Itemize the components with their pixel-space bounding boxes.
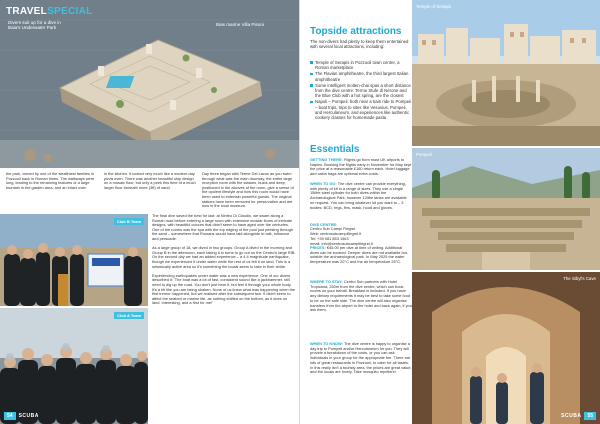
- page-number-right: 55: [584, 412, 596, 420]
- essentials-head: WHEN TO KNOW:: [310, 341, 343, 346]
- essentials-title: Essentials: [310, 144, 360, 155]
- topside-title: Topside attractions: [310, 26, 402, 37]
- essentials-head: WHERE TO STAY:: [310, 279, 343, 284]
- topside-item: The Flavian amphitheatre, the third largest Italian amphitheatre: [310, 71, 412, 81]
- right-page-text-column: [302, 0, 412, 424]
- folio-right: [561, 412, 596, 420]
- hero-caption-right: Bias marine Villa Pisoni: [216, 22, 264, 27]
- topside-item: Some intelligent molten-chai spas a short distance from the dive centre: Terme Stufe di Nerone and the Blue Club with a hot spring, are the closest: [310, 83, 412, 99]
- essentials-text: Flights go from most UK airports to Naples. Booking the flights early in November for May kept the price at a reasonable £160 return each. Hotel luggage and cabin bags are optional extra costs.: [310, 157, 412, 177]
- essentials-prices: [310, 246, 412, 265]
- topside-item: Temple of Serapis in Pozzuoli town centre, a Roman marketplace: [310, 60, 412, 70]
- group-photo-b-team: [0, 214, 148, 306]
- image-sibyls-cave: [412, 272, 600, 424]
- group-b-illustration: [0, 214, 148, 306]
- caption-sibyls-cave: The Sibyl's Cave: [563, 276, 596, 281]
- essentials-head: PRICES:: [310, 245, 326, 250]
- page-number-left: 54: [4, 412, 16, 420]
- hero-caption-left: Divers suit up for a dive in Baia's Underwater Park: [8, 20, 61, 31]
- temple-illustration: [412, 0, 600, 146]
- right-page-image-column: [412, 0, 600, 424]
- essentials-text: The dive centre is happy to organise a day trip to Pompeii and/or Herculaneum for you. They will provide a breakdown of the costs, or you can ask individuals in your group for the appropriate fee. There are lots of great restaurants in Pozzuoli, to cater for all tastes. In this really isn't a touristy area, the prices are great value, and the locals are lovely. Take mosquito repellent!: [310, 341, 412, 375]
- section-label-travel: TRAVEL: [6, 6, 48, 17]
- body-column-1: the park, owned by one of the wealthiest families in Pozzuoli back in Roman times. The walkways were long, leading to the remaining features of a large fountain in the garden area, and an intact oven: [6, 171, 95, 190]
- essentials-when-to-go: [310, 182, 412, 210]
- essentials-text: Centro Sub Campi Flegrei Web: centrosubcampiflegrei.it Tel: +39 081 853 1563 email: info@centrosubcampiflegrei.it: [310, 226, 373, 246]
- essentials-head: GETTING THERE:: [310, 157, 343, 162]
- body-column-2: in the kitchen. It looked very much like a modern-day pizza oven. There was another beautiful ship design on a mosaic floor, but only a peek this time of a much larger floor beneath more (3ft) of sand.: [104, 171, 196, 190]
- publication-name-left: SCUBA: [18, 413, 39, 419]
- topside-list: [310, 60, 412, 121]
- essentials-text: €45.00 per dive at time of writing. Additional dives can be booked. Deeper dives are not available but, outside the archaeological park. In May 2025 the water temperature was 20°C and the air temperature 25°C.: [310, 245, 408, 265]
- cave-illustration: [412, 272, 600, 424]
- photo-tag-b-team: Club B Team: [114, 218, 144, 225]
- essentials-dive-centre: [310, 218, 412, 246]
- essentials-text: The dive centre can provide everything, with plenty of kit in a range of sizes. They use a single 15litre steel cylinder for both dives within the Archaeological Park, however 12litre tanks are available on request. You can bring whatever kit you want to – 3 bodies: BCD, regs, fins, mask, hood and gloves.: [310, 181, 407, 210]
- body-column-right: The final dive saved the best for last: at Ninfeo Di Claudio, we swam along a Roman road before entering a large room with extensive mosaic floors of intricate designs, with beautiful colours that didn't seem to have aged over the centuries. One of the rooms was the spa with the top edging of the pool just peeking through the sand – somewhere that Romans would have laid alongside to talk, influence and persuade. As a large group of 18, we dived in two groups. Group A dived in the morning and Group B in the afternoon, each taking it in turns to go out on the Centro's large RIB. On the second day we had an added experience – a 4.4 magnitude earthquake, though we experienced it under water while the rest of us felt it on land. This is a seismically active area so it's something the locals seem to take in their stride. Experiencing earthquakes under water was a new experience. One of our divers described it: 'The boat was a lot of fast, consistent sound like a jackhammer, still need to dig up the road. You don't just hear it, but feel it through your whole body. It's a bit like you are being shaken. None of us knew what was happening when the first tremor happened, but we realised after the subsequent two. It didn't seem to affect the seabed or marine life, as nothing shifted on the bottom, as it does on land. Interesting, and a first for me!': [152, 213, 296, 306]
- image-pompeii: [412, 148, 600, 270]
- body-column-3: Day three began with Terme Del Lacus as you swim through what was the main doorway, the entire large reception room with the statues, busts and deep, positioned in the alcoves of the room, give a sense of the opulent lifestyle and how this room would have been used to entertain powerful guests. The original statues have been removed for preservation and are now in the local museum.: [202, 171, 294, 209]
- body-columns-top: [6, 172, 296, 212]
- caption-temple-of-serapis: Temple of Serapis: [416, 4, 452, 9]
- topside-intro: The non-divers had plenty to keep them entertained with several local attractions, including:: [310, 39, 409, 50]
- group-a-illustration: [0, 308, 148, 424]
- topside-item: Napoli – Pompeii: both near a train ride to Pompeii – boat trips, trips to sites like Vesuvius, Pompeii, and Herculaneum, and experiences like authentic cookery classes for homemade pasta: [310, 99, 412, 120]
- publication-name-right: SCUBA: [561, 413, 582, 419]
- essentials-getting-there: [310, 158, 412, 177]
- folio-left: [4, 412, 39, 420]
- essentials-where-to-stay: [310, 280, 412, 313]
- section-label: [6, 6, 93, 17]
- pompeii-illustration: [412, 148, 600, 270]
- image-temple-of-serapis: [412, 0, 600, 146]
- photo-tag-a-team: Club A Team: [114, 312, 144, 319]
- group-photo-a-team: [0, 308, 148, 424]
- essentials-text: Centro Sub partners with Hotel Tropicana, 250m from the dive centre, which can book rooms on your behalf. Breakfast is included. If you have any dietary requirements it may be best to take some food to be on the safe side. The dive centre will also organise transfers from the airport to the hotel and back again, if you ask them.: [310, 279, 412, 313]
- section-label-special: SPECIAL: [47, 6, 93, 17]
- essentials-head: DIVE CENTRE:: [310, 221, 338, 227]
- hero-image-villa-model: [0, 0, 300, 168]
- caption-pompeii: Pompeii: [416, 152, 432, 157]
- essentials-when-to-know: [310, 342, 412, 375]
- essentials-head: WHEN TO GO:: [310, 181, 337, 186]
